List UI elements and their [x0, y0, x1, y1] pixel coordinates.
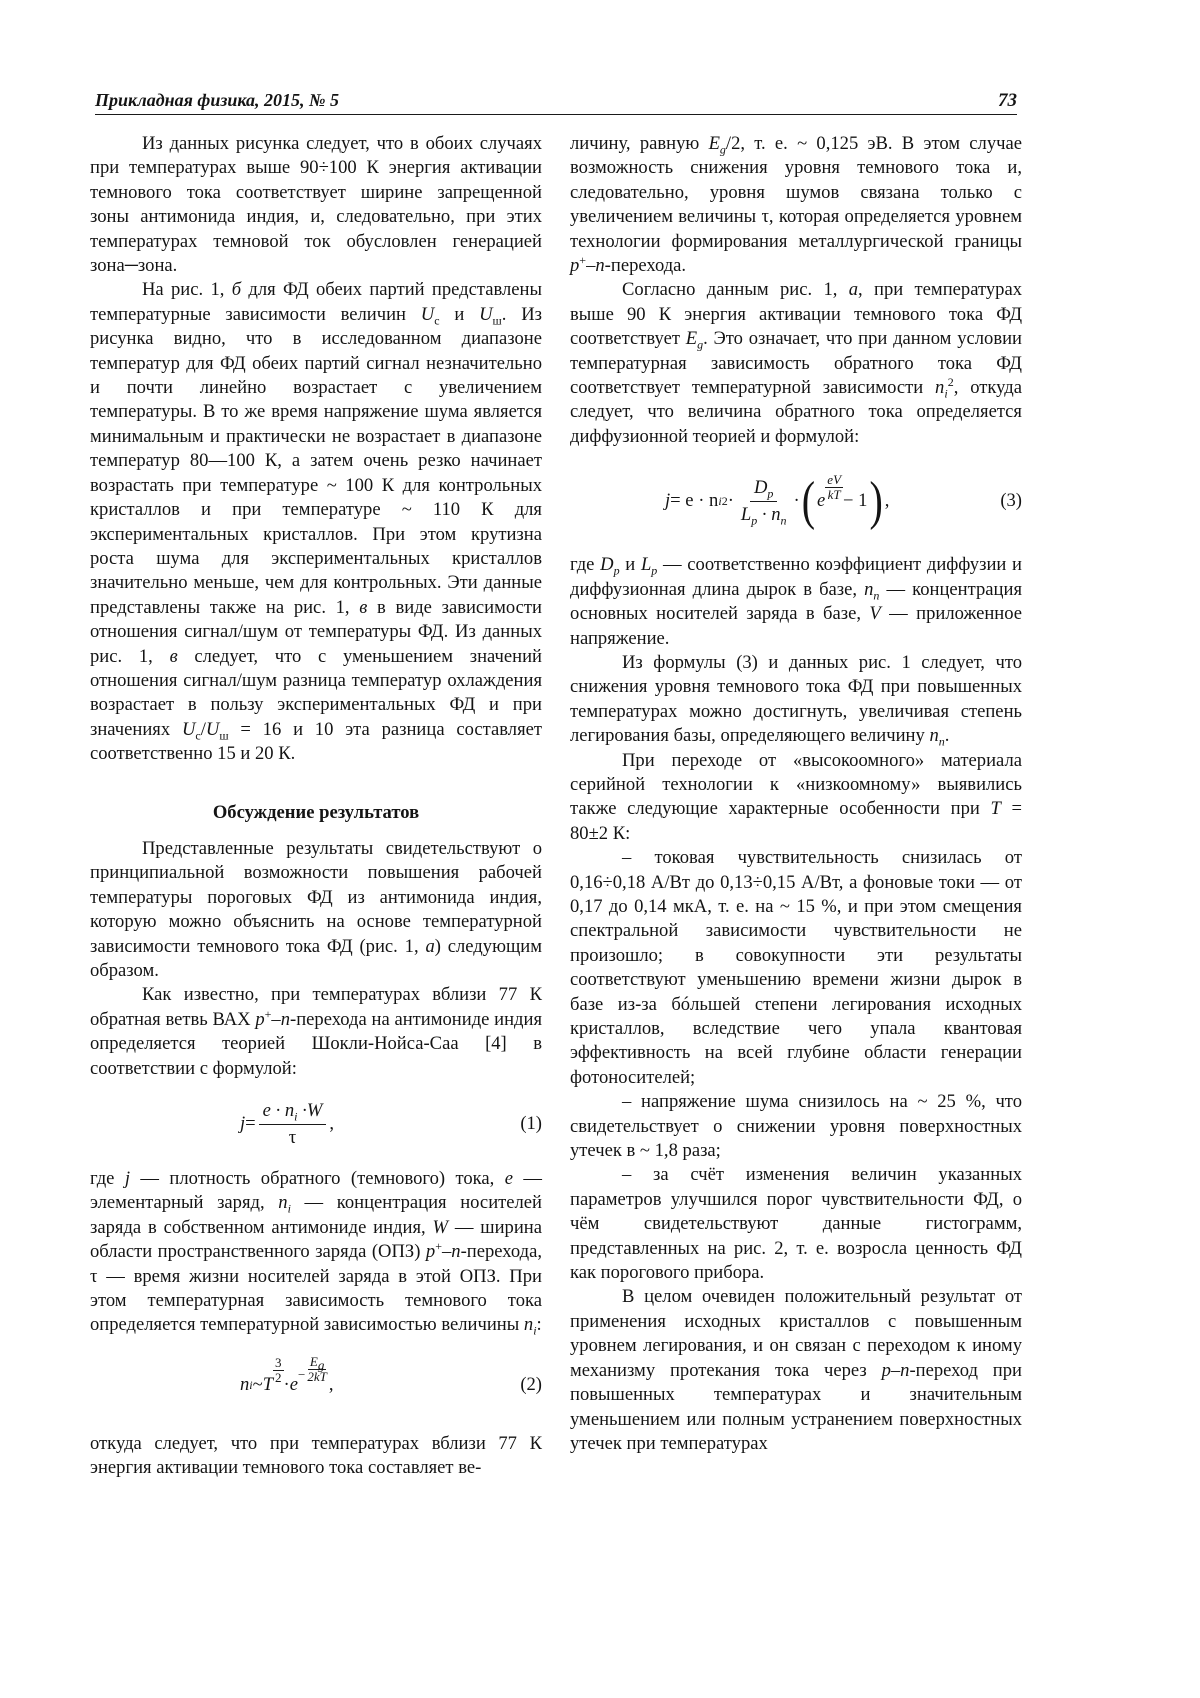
formula-1: j = $\frac{e \cdot n_i \cdot W}{\tau}$ , (1): [240, 1099, 542, 1148]
left-paragraph-6: откуда следует, что при температурах вблизи 77 К энергия активации темнового тока составляет ве-: [90, 1432, 542, 1479]
right-paragraph-2: Согласно данным рис. 1, а, при температурах выше 90 К энергия активации темнового тока ФД соответствует $E_g$. Это означает, что при данном условии температурная зависимость обратного тока ФД соответствует температурной зависимости $n_i^2$, откуда следует, что величина обратного тока определяется диффузионной теорией и формулой:: [570, 279, 1022, 447]
left-paragraph-3: Представленные результаты свидетельствуют о принципиальной возможности повышения рабочей температуры пороговых ФД из антимонида индия, которую можно объяснить на основе температурной зависимости темнового тока ФД (рис. 1, а) следующим образом.: [90, 837, 542, 981]
formula-2-number: (2): [520, 1373, 542, 1395]
left-paragraph-2: На рис. 1, б для ФД обеих партий представлены температурные зависимости величин $U_с$ и $U_ш$. Из рисунка видно, что в исследованном диапазоне температур для ФД обеих партий сигнал незначительно и почти линейно возрастает с увеличением температуры. В то же время напряжение шума является минимальным и практически не возрастает в диапазоне температур 80—100 К, а затем очень резко начинает возрастать при температуре ~ 100 К для контрольных кристаллов и при температуре ~ 110 К для экспериментальных кристаллов. При этом крутизна роста шума для экспериментальных кристаллов значительно меньше, чем для контрольных. Эти данные представлены также на рис. 1, в в виде зависимости отношения сигнал/шум от температуры ФД. Из данных рис. 1, в следует, что с уменьшением значений отношения сигнал/шум разница температур охлаждения возрастает в пользу экспериментальных ФД и при значениях $U_с/U_ш = 16$ и 10 эта разница составляет соответственно 15 и 20 К.: [90, 279, 542, 765]
left-paragraph-5: где j — плотность обратного (темнового) тока, e — элементарный заряд, $n_i$ — концентрация носителей заряда в собственном антимониде индия, W — ширина области пространственного заряда (ОПЗ) p+–n-перехода, τ — время жизни носителей заряда в этой ОПЗ. При этом температурная зависимость темнового тока определяется температурной зависимостью величины $n_i$:: [90, 1168, 543, 1339]
formula-1-number: (1): [520, 1112, 542, 1134]
right-paragraph-3: где $D_p$ и $L_p$ — соответственно коэффициент диффузии и диффузионная длина дырок в базе, $n_n$ — концентрация основных носителей заряда в базе, V — приложенное напряжение.: [570, 554, 1023, 649]
list-item: – напряжение шума снизилось на ~ 25 %, что свидетельствует о снижении уровня поверхностных утечек в ~ 1,8 раза;: [570, 1091, 1022, 1162]
left-paragraph-1: Из данных рисунка следует, что в обоих случаях при температурах выше 90÷100 К энергия активации темнового тока соответствует ширине запрещенной зоны антимонида индия, и, следовательно, при этих температурах темновой ток обусловлен генерацией зона─зона.: [90, 133, 542, 277]
left-column: [90, 132, 542, 1481]
section-heading: Обсуждение результатов: [212, 801, 420, 823]
right-paragraph-6: В целом очевиден положительный результат от применения исходных кристаллов с повышенным уровнем легирования, и он связан с переходом к иному механизму протекания тока через p–n-переход при повышенных температурах и значительным уменьшением или полным устранением поверхностных утечек при температурах: [570, 1286, 1023, 1454]
right-column: [570, 132, 1022, 1456]
formula-3: j = e · n i 2 · $\frac{D_p}{L_p \cdot n_n}$ · ( e eV kT − 1 ) , (3): [665, 470, 1022, 531]
formula-3-fraction: $\frac{D_p}{L_p \cdot n_n}$: [740, 476, 787, 528]
right-paragraph-1: личину, равную $E_g/2$, т. е. ~ 0,125 эВ. В этом случае возможность снижения уровня темнового тока и, следовательно, уровня шумов связана только с увеличением величины τ, которая определяется уровнем технологии формирования металлургической границы p+–n-перехода.: [570, 133, 1022, 277]
formula-3-number: (3): [1000, 490, 1022, 512]
page-header: [95, 90, 1017, 130]
journal-title: Прикладная физика, 2015, № 5: [95, 90, 340, 110]
right-paragraph-4: Из формулы (3) и данных рис. 1 следует, что снижения уровня темнового тока ФД при повышенных температурах можно достигнуть, увеличивая степень легирования базы, определяющего величину $n_n$.: [570, 651, 1022, 749]
list-item: – за счёт изменения величин указанных параметров улучшился порог чувствительности ФД, о чём свидетельствуют данные гистограмм, представленных на рис. 2, т. е. возросла ценность ФД как порогового прибора.: [570, 1164, 1022, 1284]
page-number: 73: [998, 90, 1017, 111]
formula-2: n i ~ T 3 2 · e − $\frac{E_g}{2kT}$ , (2): [90, 1350, 542, 1420]
formula-1-fraction: $\frac{e \cdot n_i \cdot W}{\tau}$: [259, 1100, 327, 1149]
header-rule: [95, 114, 1017, 115]
right-paragraph-5: При переходе от «высокоомного» материала серийной технологии к «низкоомному» выявились также следующие характерные особенности при T = 80±2 К:: [570, 749, 1022, 844]
list-item: – токовая чувствительность снизилась от 0,16÷0,18 А/Вт до 0,13÷0,15 А/Вт, а фоновые токи — от 0,17 до 0,14 мкА, т. е. на ~ 15 %, и при этом смещения спектральной зависимости чувствительности не произошло; в совокупности эти результаты соответствуют уменьшению времени жизни дырок в базе из-за бóльшей степени легирования исходных кристаллов, вследствие чего упала квантовая эффективность на всей глубине области генерации фотоносителей;: [570, 847, 1022, 1088]
left-paragraph-4: Как известно, при температурах вблизи 77 К обратная ветвь ВАХ p+–n-перехода на антимониде индия определяется теорией Шокли-Нойса-Саа [4] в соответствии с формулой:: [90, 984, 543, 1079]
